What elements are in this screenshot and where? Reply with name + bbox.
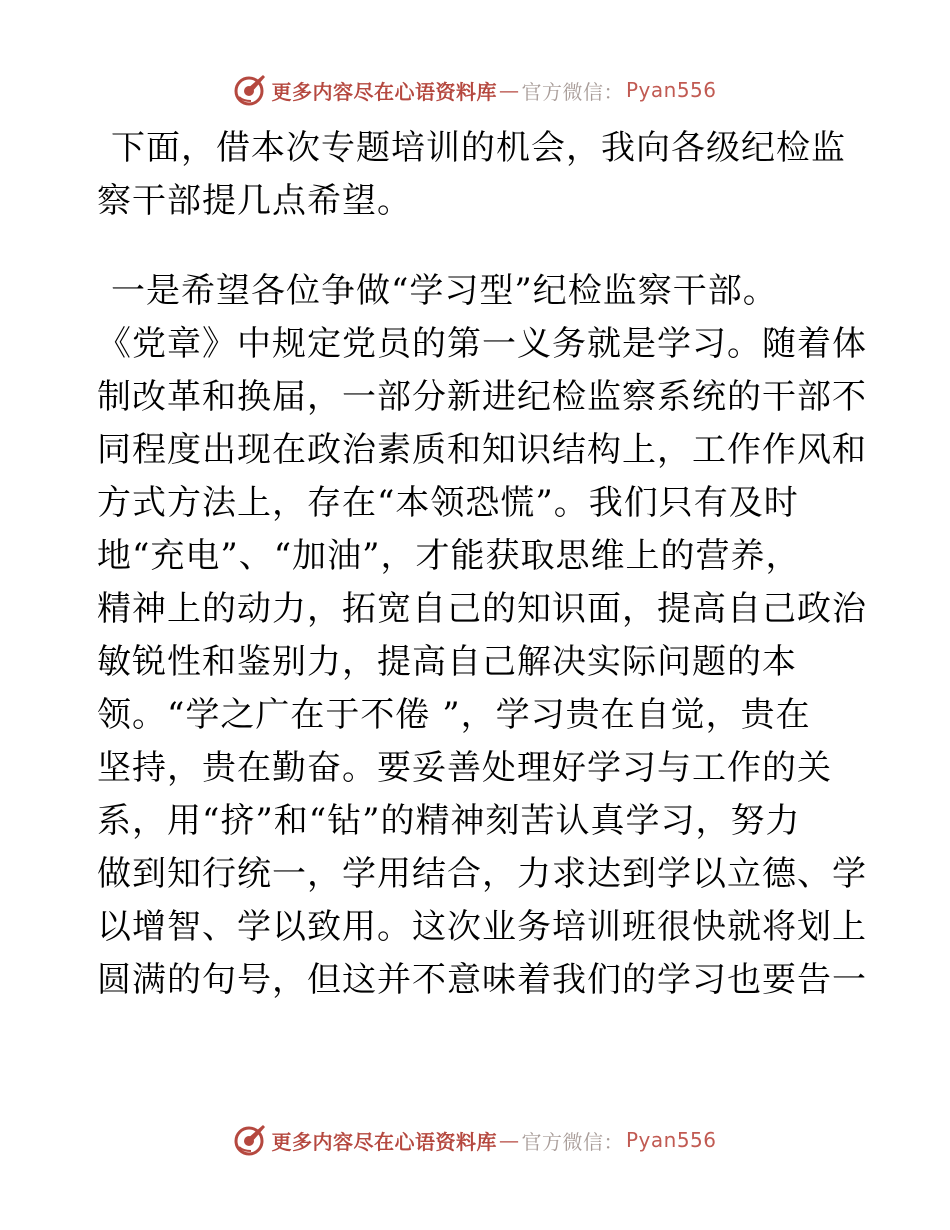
text-line-15: 以增智、学以致用。这次业务培训班很快就将划上 xyxy=(97,907,867,947)
banner-dash: — xyxy=(498,78,520,102)
text-line-6: 同程度出现在政治素质和知识结构上，工作作风和 xyxy=(97,430,867,470)
banner-title: 更多内容尽在心语资料库 xyxy=(271,1129,497,1154)
banner-official-label: 官方微信： xyxy=(521,79,624,104)
text-line-2: 察干部提几点希望。 xyxy=(97,181,412,221)
text-line-7: 方式方法上，存在“本领恐慌”。我们只有及时 xyxy=(97,483,799,523)
banner-content xyxy=(233,1123,716,1157)
text-line-12: 坚持，贵在勤奋。要妥善处理好学习与工作的关 xyxy=(97,748,832,788)
pen-logo-icon xyxy=(233,73,267,107)
text-line-5: 制改革和换届，一部分新进纪检监察系统的干部不 xyxy=(97,377,867,417)
banner-content xyxy=(233,73,716,107)
banner-text xyxy=(271,1126,716,1155)
banner-official-label: 官方微信： xyxy=(521,1129,624,1154)
text-line-1: 下面，借本次专题培训的机会，我向各级纪检监 xyxy=(111,128,846,168)
text-line-16: 圆满的句号，但这并不意味着我们的学习也要告一 xyxy=(97,960,867,1000)
text-line-9: 精神上的动力，拓宽自己的知识面，提高自己政治 xyxy=(97,589,867,629)
text-line-3: 一是希望各位争做“学习型”纪检监察干部。 xyxy=(111,271,778,311)
text-line-8: 地“充电”、“加油”，才能获取思维上的营养， xyxy=(97,536,801,576)
banner-wechat-id: Pyan556 xyxy=(625,78,717,102)
header-banner xyxy=(0,70,950,110)
footer-banner xyxy=(0,1120,950,1160)
text-line-13: 系，用“挤”和“钻”的精神刻苦认真学习，努力 xyxy=(97,801,801,841)
banner-wechat-id: Pyan556 xyxy=(625,1128,717,1152)
banner-title: 更多内容尽在心语资料库 xyxy=(271,79,497,104)
banner-dash: — xyxy=(498,1128,520,1152)
text-line-10: 敏锐性和鉴别力，提高自己解决实际问题的本 xyxy=(97,642,797,682)
pen-logo-icon xyxy=(233,1123,267,1157)
text-line-14: 做到知行统一，学用结合，力求达到学以立德、学 xyxy=(97,854,867,894)
document-body xyxy=(97,122,867,1007)
banner-text xyxy=(271,76,716,105)
text-line-4: 《党章》中规定党员的第一义务就是学习。随着体 xyxy=(97,324,867,364)
text-line-11: 领。“学之广在于不倦 ”，学习贵在自觉，贵在 xyxy=(97,695,811,735)
paragraph-gap xyxy=(97,228,857,265)
